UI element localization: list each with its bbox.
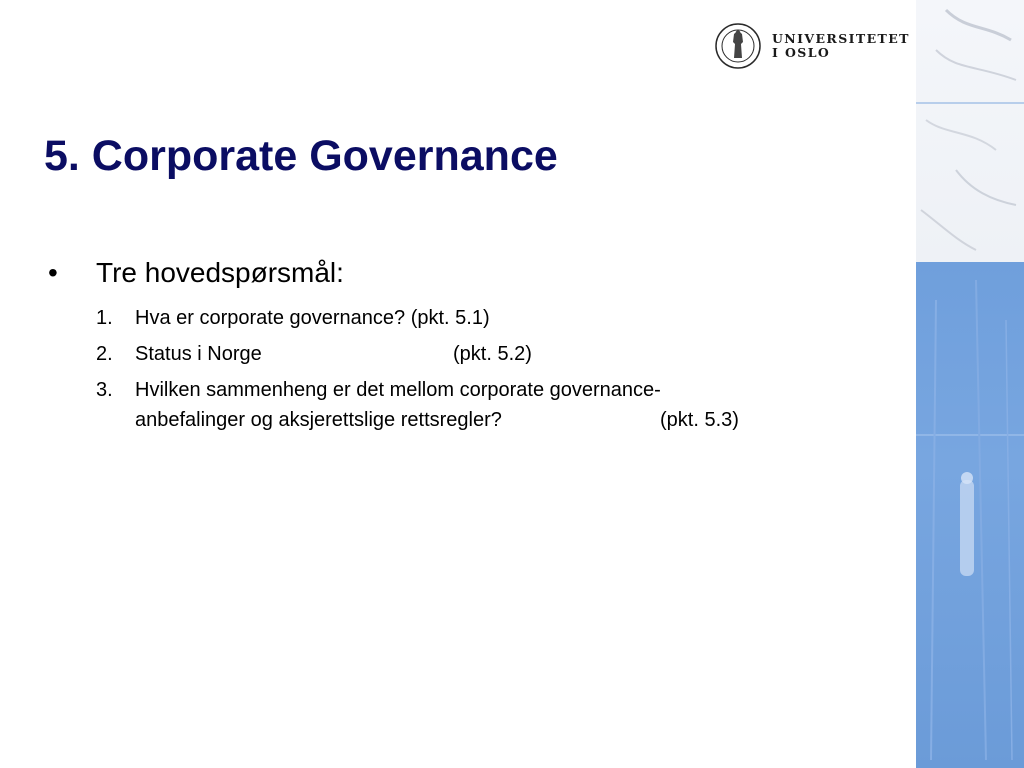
slide-title: 5. Corporate Governance [44,132,558,180]
list-number: 2. [96,343,113,365]
list-text-line2: anbefalinger og aksjerettslige rettsregler? [135,409,502,431]
list-text-line1: Hvilken sammenheng er det mellom corporate governance- [135,379,661,401]
decorative-side-band [916,0,1024,768]
decorative-sketch-lines [916,0,1024,768]
list-text: Hva er corporate governance? (pkt. 5.1) [135,307,490,329]
university-name [772,32,910,60]
list-number: 3. [96,379,113,401]
university-name-line1: UNIVERSITETET [772,31,910,46]
bullet-text: Tre hovedspørsmål: [96,257,344,288]
university-seal-icon [714,22,762,70]
list-text: Status i Norge [135,343,262,365]
bullet-marker: • [48,257,58,288]
list-reference: (pkt. 5.3) [660,409,739,431]
university-name-line2: I OSLO [772,45,831,60]
list-reference: (pkt. 5.2) [453,343,532,365]
list-number: 1. [96,307,113,329]
